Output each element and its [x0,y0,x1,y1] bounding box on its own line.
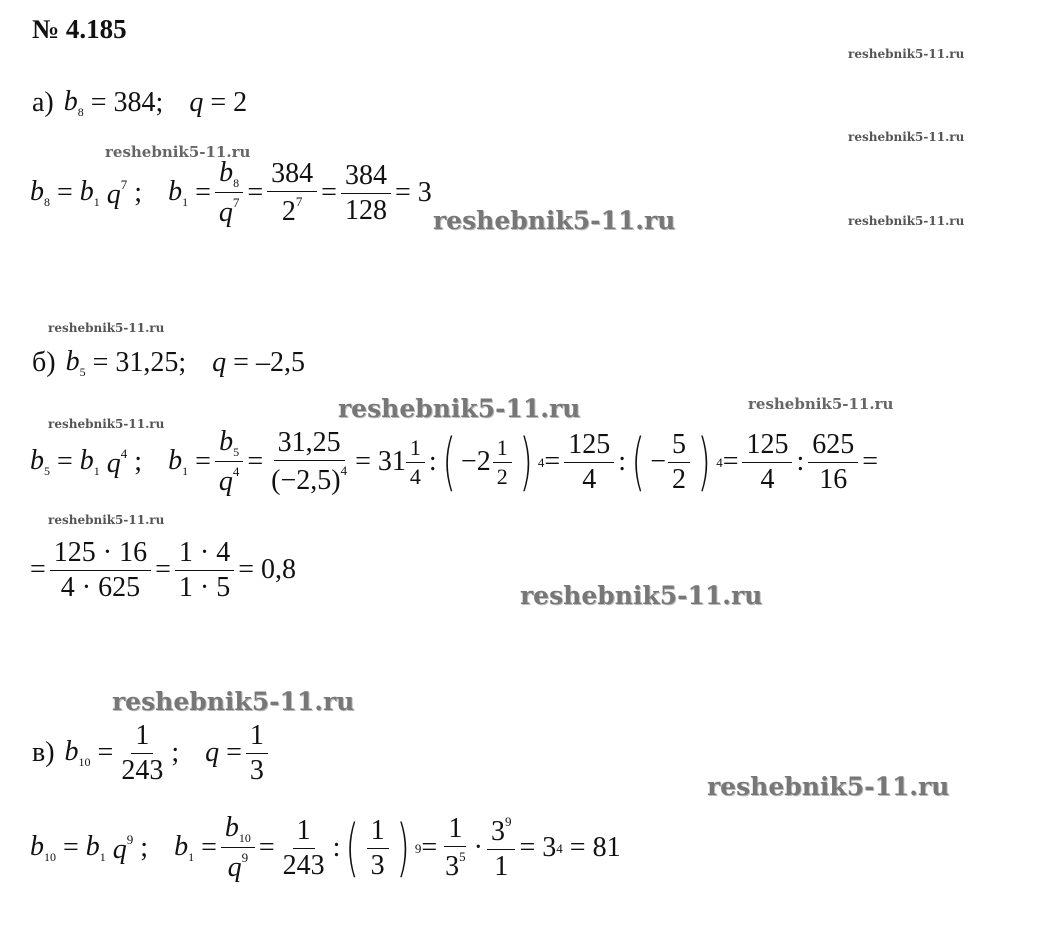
parenthesized-mixed-number: ( −2 $\frac{1}{2}$ ) 4 [442,425,545,498]
watermark: reshebnik5-11.ru [848,47,965,61]
problem-number: № 4.185 [32,14,127,44]
fraction: $\frac{1}{243}$ [282,814,325,881]
watermark: reshebnik5-11.ru [707,772,950,801]
watermark: reshebnik5-11.ru [848,214,965,228]
result: = 3 [394,177,432,208]
watermark: reshebnik5-11.ru [105,143,251,161]
watermark: reshebnik5-11.ru [338,394,581,423]
part-label: а) [32,87,54,118]
fraction: $\frac{1 \cdot 4}{1 \cdot 5}$ [175,539,234,602]
fraction: $\frac{31,25}{(-2,5)^4}$ [271,427,348,496]
result: = 81 [569,832,621,863]
watermark: reshebnik5-11.ru [48,417,165,431]
watermark: reshebnik5-11.ru [748,395,894,413]
watermark: reshebnik5-11.ru [48,321,165,335]
fraction: $\frac{1}{3}$ [246,722,268,785]
part-label: б) [32,347,56,378]
part-b-solution-line1: $b_5$ = $b_1$ $q^4$ ; $b_1$ = $\frac{b_5}{q^4}$ = $\frac{31,25}{(-2,5)^4}$ = 31 $\frac{1}{4}$ : ( −2 $\frac{1}{2}$ ) 4 = $\frac{125}{4}$ : ( − $\frac{5}{2}$ ) 4 = $\frac{125}{4}$ : $\frac{625}{16}$ = [30,425,879,498]
fraction: $\frac{384}{2^7}$ [267,160,317,226]
result: = 0,8 [238,554,297,585]
fraction: $\frac{1}{3^5}$ [445,813,466,882]
value: = 2 [210,87,248,118]
value: = 384; [90,87,164,118]
fraction: $\frac{125}{4}$ [742,431,792,494]
watermark: reshebnik5-11.ru [112,687,355,716]
part-a-given [32,88,247,118]
parenthesized-fraction: ( − $\frac{5}{2}$ ) 4 [631,425,723,498]
watermark: reshebnik5-11.ru [520,581,763,610]
var-q: q [189,87,204,118]
fraction: $\frac{1}{4}$ [406,437,425,488]
parenthesized-fraction: ( $\frac{1}{3}$ ) 9 [345,811,422,884]
var-b: $b_8$ [63,86,84,119]
watermark: reshebnik5-11.ru [848,130,965,144]
part-b-solution-line2: = $\frac{125 \cdot 16}{4 \cdot 625}$ = $\frac{1 \cdot 4}{1 \cdot 5}$ = 0,8 [30,536,297,603]
fraction: $\frac{3^9}{1}$ [487,815,516,881]
fraction: $\frac{125}{4}$ [564,431,614,494]
part-b-given: б) $b_5$ = 31,25; q = –2,5 [32,346,305,379]
part-c-solution: $b_{10}$ = $b_1$ $q^9$ ; $b_1$ = $\frac{b_{10}}{q^9}$ = $\frac{1}{243}$ : ( $\frac{1}{3}$ ) 9 = $\frac{1}{3^5}$ · $\frac{3^9}{1}$ = 3 4 = 81 [30,811,621,884]
fraction: $\frac{625}{16}$ [808,431,858,494]
fraction: $\frac{384}{128}$ [341,162,391,225]
part-a-solution: $b_8$ = $b_1$ $q^7$ ; $b_1$ = $\frac{b_8}{q^7}$ = $\frac{384}{2^7}$ = $\frac{384}{128}$ = 3 [30,157,432,228]
part-label: в) [32,737,55,768]
watermark: reshebnik5-11.ru [433,206,676,235]
watermark: reshebnik5-11.ru [48,513,165,527]
fraction: $\frac{b_5}{q^4}$ [215,428,244,496]
fraction: $\frac{b_8}{q^7}$ [215,159,244,227]
fraction: $\frac{b_{10}}{q^9}$ [221,814,255,882]
part-c-given: в) $b_{10}$ = $\frac{1}{243}$ ; q = $\frac{1}{3}$ [32,718,272,788]
fraction: $\frac{1}{243}$ [121,719,164,786]
fraction: $\frac{125 \cdot 16}{4 \cdot 625}$ [50,539,151,602]
